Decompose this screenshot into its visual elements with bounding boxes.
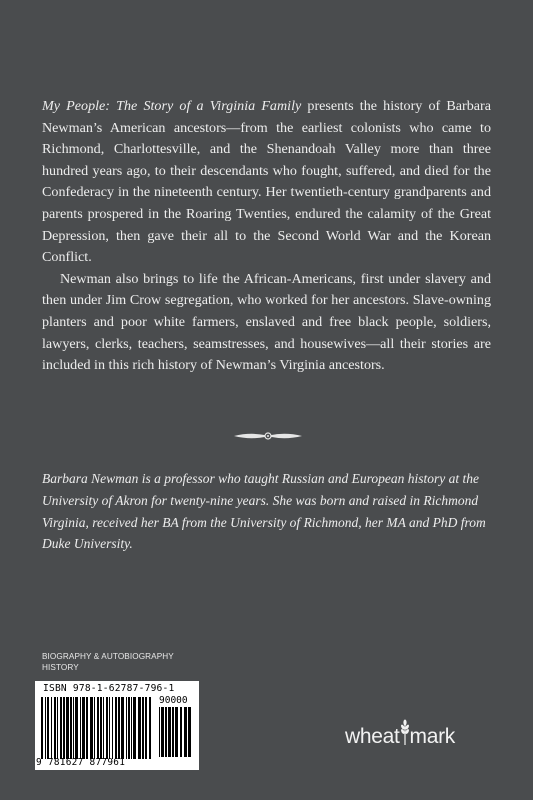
barcode-bar — [145, 697, 147, 759]
barcode-bar — [103, 697, 104, 759]
barcode-bar — [63, 697, 65, 759]
wheat-stalk-icon — [400, 719, 410, 745]
barcode-bar — [80, 697, 81, 759]
blurb-paragraph-1 — [42, 96, 491, 269]
barcode-bar — [138, 697, 141, 759]
blurb-paragraph-1-text: presents the history of Barbara Newman’s American ancestors—from the earliest colonists who came to Richmond, Charlottesville, and the Shenandoah Valley more than three hundred years ago, to their descendants who fought, suffered, and died for the Confederacy in the nineteenth century. Her twentieth-century grandparents and parents prospered in the Roaring Twenties, endured the calamity of the Great Depression, then gave their all to the Second World War and the Korean Conflict. — [42, 98, 491, 266]
barcode-bar — [94, 697, 95, 759]
publisher-logo — [345, 719, 475, 751]
barcode-bar — [57, 697, 58, 759]
author-bio: Barbara Newman is a professor who taught Russian and European history at the University of Akron for twenty-nine years. She was born and raised in Richmond Virginia, received her BA from the University of Richmond, her MA and PhD from Duke University. — [42, 471, 486, 552]
barcode-bar — [188, 707, 191, 757]
barcode-bar — [73, 697, 74, 759]
barcode-bar — [75, 697, 78, 759]
ean-digits: 9 781627 877961 — [36, 757, 126, 768]
barcode-bar — [184, 707, 187, 757]
isbn-barcode — [35, 681, 199, 770]
ornament-divider-icon — [232, 429, 304, 443]
barcode-bar — [41, 697, 43, 759]
barcode-bar — [82, 697, 85, 759]
barcode-bar — [175, 707, 178, 757]
barcode-bar — [90, 697, 93, 759]
barcode-bar — [165, 707, 167, 757]
book-blurb — [42, 96, 491, 377]
barcode-bar — [121, 697, 124, 759]
barcode-bar — [118, 697, 120, 759]
barcode-bar — [180, 707, 182, 757]
barcode-bar — [112, 697, 113, 759]
barcode-bar — [109, 697, 110, 759]
barcode-bar — [100, 697, 102, 759]
book-title: My People: The Story of a Virginia Family — [42, 98, 302, 114]
barcode-bar — [133, 697, 136, 759]
barcode-bar — [126, 697, 127, 759]
barcode-bar — [115, 697, 117, 759]
barcode-bar — [60, 697, 62, 759]
barcode-bar — [168, 707, 171, 757]
barcode-bar — [106, 697, 108, 759]
barcode-bar — [128, 697, 130, 759]
barcode-bar — [51, 697, 52, 759]
barcode-bar — [131, 697, 132, 759]
price-code: 90000 — [159, 695, 188, 706]
isbn-number: ISBN 978-1-62787-796-1 — [43, 683, 175, 694]
barcode-bar — [149, 697, 151, 759]
blurb-paragraph-2: Newman also brings to life the African-Americans, first under slavery and then under Jim Crow segregation, who worked for her ancestors. Slave-owning planters and poor white farmers, enslaved and free black people, soldiers, lawyers, clerks, teachers, seamstresses, and housewives—all their stories are included in this rich history of Newman’s Virginia ancestors. — [42, 270, 491, 374]
bisac-categories — [42, 651, 174, 673]
publisher-name-a: wheat — [345, 725, 400, 748]
barcode-bar — [47, 697, 49, 759]
addon-barcode-bars — [159, 707, 193, 757]
barcode-bar — [70, 697, 72, 759]
barcode-bar — [172, 707, 174, 757]
barcode-bar — [161, 707, 164, 757]
bisac-line-1: BIOGRAPHY & AUTOBIOGRAPHY — [42, 652, 174, 661]
barcode-bar — [45, 697, 46, 759]
publisher-name-b: mark — [409, 725, 456, 748]
barcode-bar — [97, 697, 99, 759]
barcode-bar — [159, 707, 160, 757]
barcode-bar — [142, 697, 144, 759]
barcode-bar — [86, 697, 88, 759]
bisac-line-2: HISTORY — [42, 663, 79, 672]
barcode-bar — [66, 697, 69, 759]
barcode-bars — [41, 697, 153, 759]
barcode-bar — [54, 697, 56, 759]
